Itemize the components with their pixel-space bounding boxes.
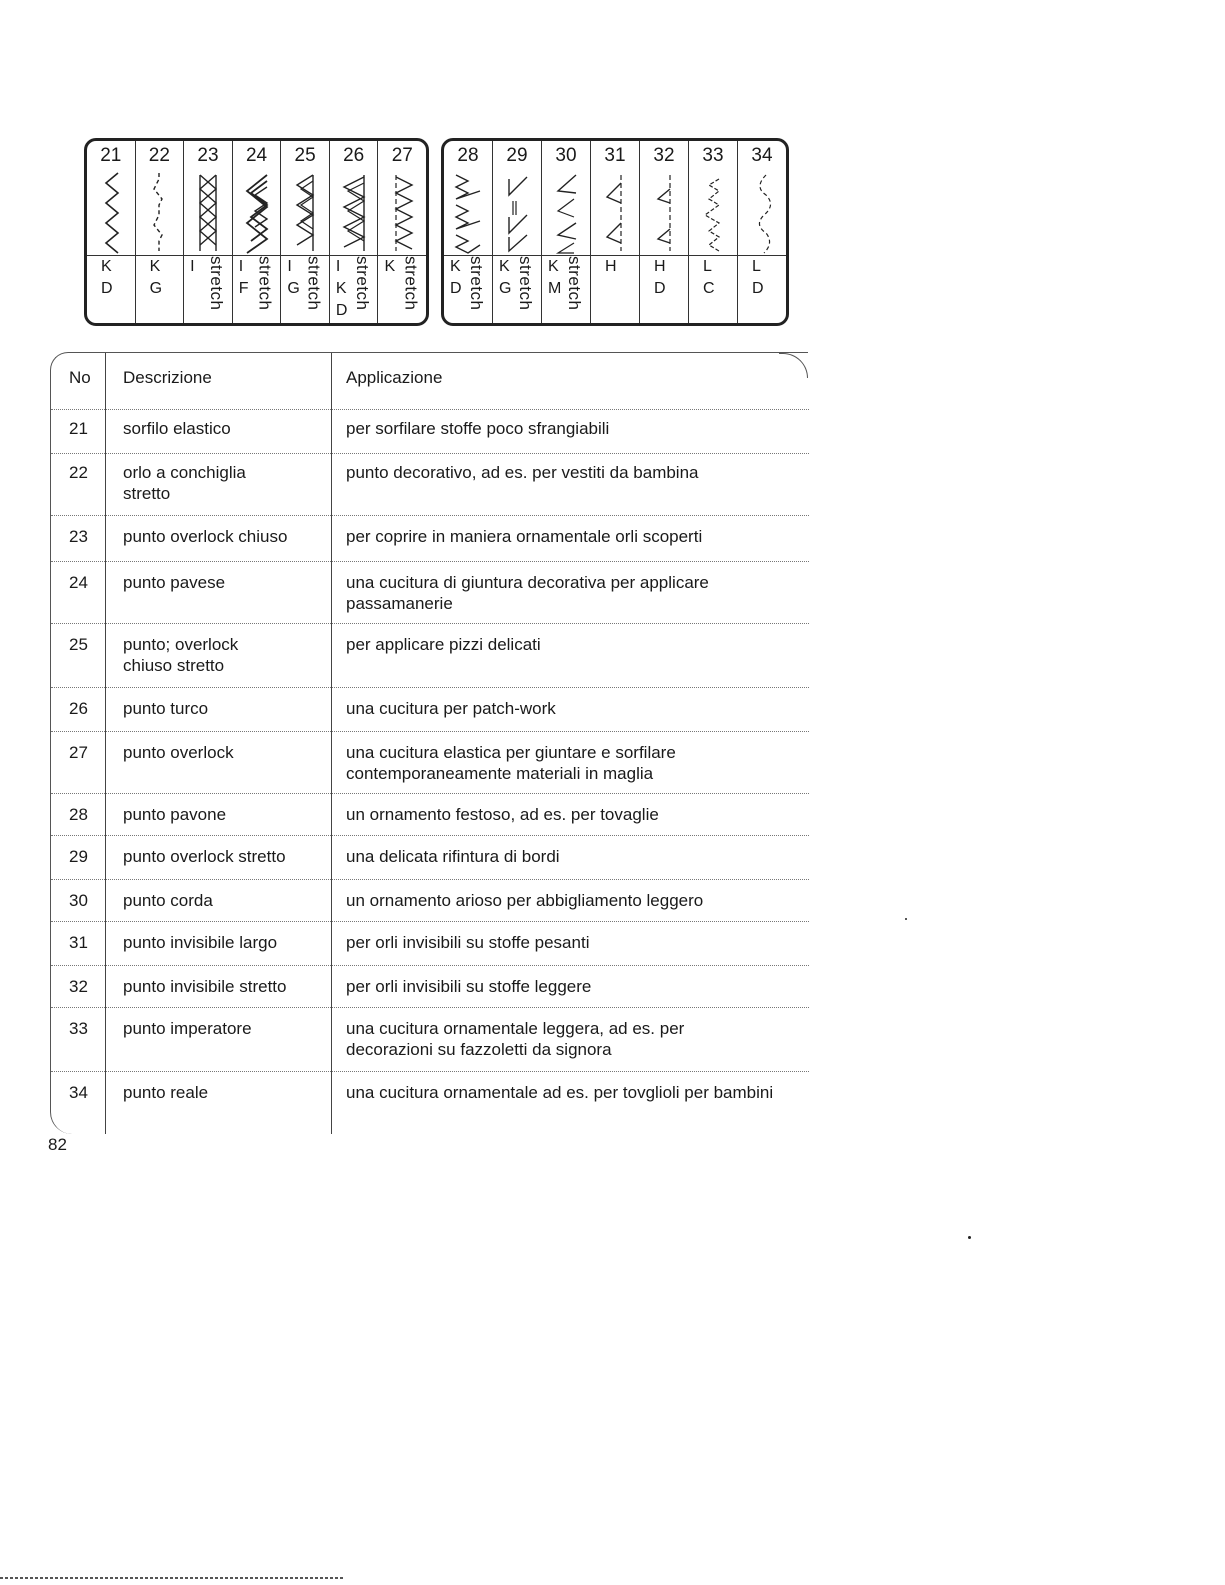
stitch-pattern-icon [493,169,541,256]
table-row [51,879,809,910]
stitch-code: K [101,258,112,275]
stitch-pattern-icon [378,169,426,256]
row-number: 34 [69,1083,88,1102]
row-number: 29 [69,847,88,866]
row-description: punto invisibile largo [123,933,278,952]
stitch-pattern-icon [542,169,590,256]
stitch-pattern-icon [640,169,688,256]
row-description: punto overlock [123,743,234,762]
stitch-code: D [101,280,113,297]
row-application: una cucitura per patch-work [346,699,556,718]
row-description: punto pavese [123,573,226,592]
scan-speck [905,918,907,920]
table-row [51,793,809,824]
stitch-number: 33 [702,145,724,166]
stitch-code: D [654,280,666,297]
stitch-code: D [450,280,462,297]
stitch-pattern-icon [87,169,135,256]
stitch-number: 34 [751,145,773,166]
stitch-code: G [287,280,300,297]
stitch-code: C [703,280,715,297]
stitch-code: M [548,280,562,297]
table-row [51,731,809,783]
table-row [51,1071,809,1102]
stitch-description-table [50,352,808,1134]
row-number: 30 [69,891,88,910]
stitch-number: 29 [506,145,528,166]
stitch-pattern-icon [591,169,639,256]
stitch-code: K [335,280,347,297]
row-description: punto overlock stretto [123,847,286,866]
table-row [51,921,809,952]
stitch-column-23 [183,141,232,323]
stitch-number: 23 [197,145,219,166]
stitch-column-30 [541,141,590,323]
row-number: 23 [69,527,88,546]
stitch-code: F [238,280,249,297]
stretch-label: stretch [565,256,584,311]
row-number: 25 [69,635,88,654]
stitch-pattern-icon [444,169,492,256]
stretch-label: stretch [467,256,486,311]
stitch-column-34 [737,141,786,323]
stitch-column-21 [87,141,135,323]
row-application: una cucitura di giuntura decorativa per applicare passamanerie [346,573,709,613]
row-number: 22 [69,463,88,482]
stitch-code: K [149,258,161,275]
stitch-code: L [703,258,712,275]
stitch-code: K [450,258,461,275]
stitch-code: H [605,258,617,275]
stitch-code: I [238,258,244,275]
scan-speck [968,1236,971,1239]
stitch-number: 32 [653,145,675,166]
stitch-pattern-icon [738,169,786,256]
stitch-column-27 [377,141,426,323]
stitch-code: I [287,258,292,275]
stitch-number: 21 [100,145,122,166]
row-number: 32 [69,977,88,996]
row-number: 21 [69,419,88,438]
row-number: 33 [69,1019,88,1038]
row-application: per coprire in maniera ornamentale orli scoperti [346,527,703,546]
stitch-code: D [752,280,764,297]
row-number: 28 [69,805,88,824]
row-description: punto invisibile stretto [123,977,287,996]
table-row [51,835,809,866]
stitch-column-28 [444,141,492,323]
row-application: una delicata rifintura di bordi [346,847,560,866]
stitch-column-24 [232,141,281,323]
table-row [51,561,809,613]
row-application: un ornamento arioso per abbigliamento leggero [346,891,704,910]
row-number: 24 [69,573,88,592]
table-row [51,1007,809,1059]
stitch-pattern-icon [689,169,737,256]
row-number: 31 [69,933,88,952]
stretch-label: stretch [255,256,275,311]
stretch-label: stretch [352,256,372,311]
stitch-pattern-icon [184,169,232,256]
row-application: per orli invisibili su stoffe pesanti [346,933,590,952]
row-number: 26 [69,699,88,718]
stitch-column-25 [280,141,329,323]
stitch-number: 28 [457,145,479,166]
stitch-code: K [499,258,510,275]
table-row [51,687,809,718]
row-number: 27 [69,743,88,762]
row-description: sorfilo elastico [123,419,231,438]
stitch-code: D [335,302,348,319]
stretch-label: stretch [516,256,535,311]
table-row [51,515,809,546]
stitch-code: H [654,258,666,275]
table-row [51,409,809,438]
scan-artifact-line [0,1577,345,1579]
stitch-column-31 [590,141,639,323]
stitch-number: 25 [294,145,316,166]
stitch-pattern-icon [281,169,329,256]
stitch-pattern-icon [233,169,281,256]
page-number: 82 [48,1135,67,1154]
row-application: una cucitura ornamentale leggera, ad es. per decorazioni su fazzoletti da signora [346,1019,685,1059]
row-description: punto imperatore [123,1019,252,1038]
stitch-number: 30 [555,145,577,166]
row-application: per sorfilare stoffe poco sfrangiabili [346,419,610,438]
row-description: punto corda [123,891,213,910]
stitch-column-26 [329,141,378,323]
row-application: punto decorativo, ad es. per vestiti da bambina [346,463,699,482]
stretch-label: stretch [304,256,324,311]
column-header-no: No [69,368,91,387]
stitch-column-32 [639,141,688,323]
table-row [51,965,809,996]
table-row [51,453,809,503]
row-application: una cucitura ornamentale ad es. per tovglioli per bambini [346,1083,774,1102]
stitch-number: 26 [343,145,365,166]
stitch-column-33 [688,141,737,323]
stitch-code: I [190,258,195,275]
stretch-label: stretch [401,256,421,311]
stretch-label: stretch [207,256,227,311]
row-application: per orli invisibili su stoffe leggere [346,977,592,996]
stitch-number: 24 [245,145,268,166]
stitch-column-22 [135,141,184,323]
row-description: punto; overlock chiuso stretto [123,635,239,675]
row-description: punto pavone [123,805,227,824]
row-application: un ornamento festoso, ad es. per tovaglie [346,805,659,824]
row-description: punto turco [123,699,209,718]
stitch-code: G [499,280,512,297]
row-description: punto overlock chiuso [123,527,288,546]
stitch-pattern-icon [330,169,378,256]
stitch-code: I [335,258,341,275]
row-description: punto reale [123,1083,209,1102]
stitch-chart-right-panel [441,138,789,326]
table-row [51,623,809,675]
stitch-code: K [548,258,559,275]
column-header-application: Applicazione [346,368,443,387]
row-application: per applicare pizzi delicati [346,635,541,654]
column-header-description: Descrizione [123,368,212,387]
row-application: una cucitura elastica per giuntare e sorfilare contemporaneamente materiali in maglia [346,743,676,783]
stitch-number: 31 [604,145,626,166]
stitch-code: K [384,258,396,275]
stitch-pattern-icon [136,169,184,256]
stitch-number: 22 [148,145,170,166]
stitch-code: L [752,258,761,275]
stitch-number: 27 [391,145,413,166]
stitch-code: G [149,280,163,297]
stitch-chart-left-panel [84,138,429,326]
row-description: orlo a conchiglia stretto [123,463,246,503]
stitch-column-29 [492,141,541,323]
